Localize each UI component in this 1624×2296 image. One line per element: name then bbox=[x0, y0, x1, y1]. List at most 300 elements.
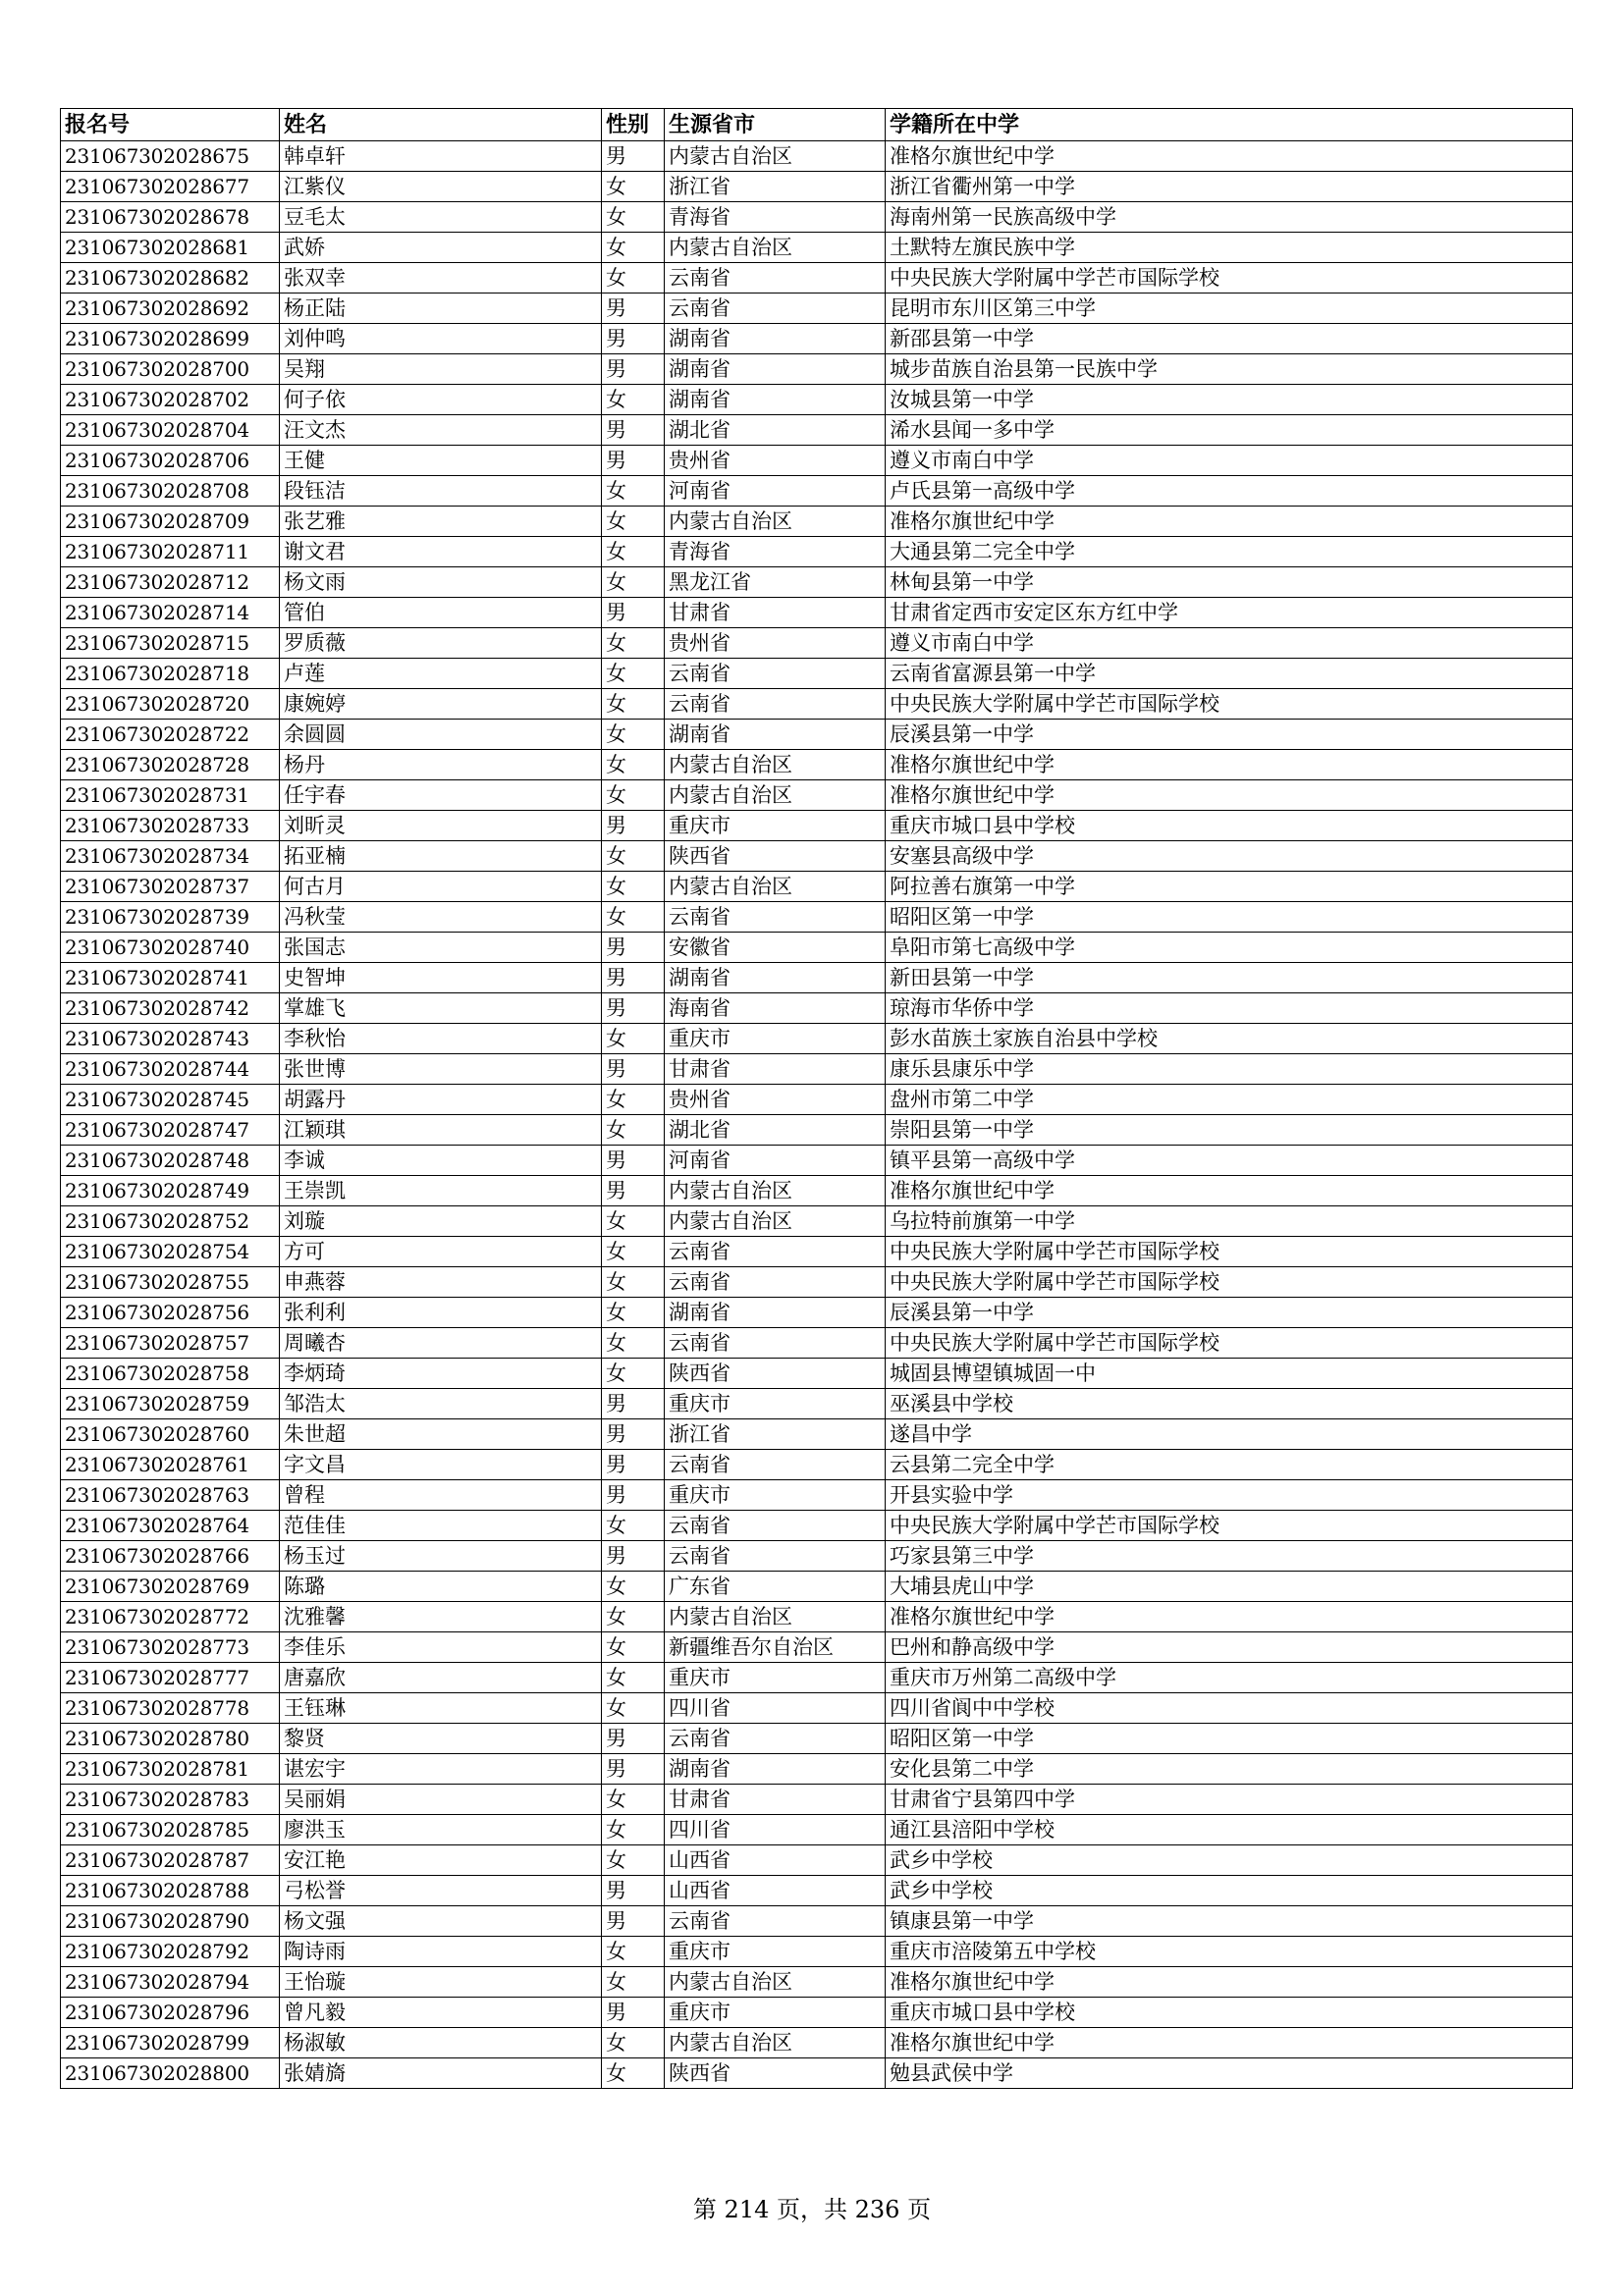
origin-province-cell: 湖北省 bbox=[665, 1115, 886, 1146]
origin-province-cell: 陕西省 bbox=[665, 841, 886, 872]
name-cell: 王健 bbox=[280, 446, 602, 476]
name-cell: 张世博 bbox=[280, 1054, 602, 1085]
gender-cell: 女 bbox=[602, 507, 665, 537]
origin-province-cell: 湖南省 bbox=[665, 1754, 886, 1785]
table-header bbox=[61, 109, 1573, 141]
header-origin-province: 生源省市 bbox=[665, 109, 886, 141]
high-school-cell: 甘肃省宁县第四中学 bbox=[886, 1785, 1573, 1815]
table-row bbox=[61, 750, 1573, 780]
origin-province-cell: 安徽省 bbox=[665, 933, 886, 963]
gender-cell: 女 bbox=[602, 2028, 665, 2058]
name-cell: 刘昕灵 bbox=[280, 811, 602, 841]
table-row bbox=[61, 598, 1573, 628]
high-school-cell: 准格尔旗世纪中学 bbox=[886, 2028, 1573, 2058]
gender-cell: 男 bbox=[602, 1724, 665, 1754]
name-cell: 沈雅馨 bbox=[280, 1602, 602, 1632]
registration-number-cell: 231067302028740 bbox=[61, 933, 280, 963]
registration-number-cell: 231067302028708 bbox=[61, 476, 280, 507]
name-cell: 吴翔 bbox=[280, 354, 602, 385]
gender-cell: 女 bbox=[602, 1328, 665, 1359]
high-school-cell: 云南省富源县第一中学 bbox=[886, 659, 1573, 689]
name-cell: 韩卓轩 bbox=[280, 141, 602, 172]
name-cell: 豆毛太 bbox=[280, 202, 602, 233]
high-school-cell: 浙江省衢州第一中学 bbox=[886, 172, 1573, 202]
registration-number-cell: 231067302028763 bbox=[61, 1480, 280, 1511]
origin-province-cell: 云南省 bbox=[665, 263, 886, 294]
registration-number-cell: 231067302028785 bbox=[61, 1815, 280, 1845]
registration-number-cell: 231067302028758 bbox=[61, 1359, 280, 1389]
registration-number-cell: 231067302028761 bbox=[61, 1450, 280, 1480]
registration-number-cell: 231067302028739 bbox=[61, 902, 280, 933]
name-cell: 黎贤 bbox=[280, 1724, 602, 1754]
name-cell: 江紫仪 bbox=[280, 172, 602, 202]
origin-province-cell: 内蒙古自治区 bbox=[665, 507, 886, 537]
name-cell: 申燕蓉 bbox=[280, 1267, 602, 1298]
table-row bbox=[61, 841, 1573, 872]
name-cell: 李炳琦 bbox=[280, 1359, 602, 1389]
origin-province-cell: 云南省 bbox=[665, 1724, 886, 1754]
name-cell: 廖洪玉 bbox=[280, 1815, 602, 1845]
table-row bbox=[61, 354, 1573, 385]
table-row bbox=[61, 811, 1573, 841]
name-cell: 周曦杏 bbox=[280, 1328, 602, 1359]
registration-number-cell: 231067302028759 bbox=[61, 1389, 280, 1419]
total-page-count: 236 bbox=[854, 2196, 900, 2223]
gender-cell: 女 bbox=[602, 872, 665, 902]
origin-province-cell: 内蒙古自治区 bbox=[665, 780, 886, 811]
registration-number-cell: 231067302028704 bbox=[61, 415, 280, 446]
high-school-cell: 城固县博望镇城固一中 bbox=[886, 1359, 1573, 1389]
table-row bbox=[61, 1663, 1573, 1693]
high-school-cell: 康乐县康乐中学 bbox=[886, 1054, 1573, 1085]
high-school-cell: 卢氏县第一高级中学 bbox=[886, 476, 1573, 507]
table-row bbox=[61, 202, 1573, 233]
gender-cell: 女 bbox=[602, 1967, 665, 1998]
gender-cell: 男 bbox=[602, 963, 665, 993]
origin-province-cell: 陕西省 bbox=[665, 2058, 886, 2089]
high-school-cell: 中央民族大学附属中学芒市国际学校 bbox=[886, 1328, 1573, 1359]
registration-number-cell: 231067302028681 bbox=[61, 233, 280, 263]
high-school-cell: 辰溪县第一中学 bbox=[886, 1298, 1573, 1328]
origin-province-cell: 重庆市 bbox=[665, 1024, 886, 1054]
high-school-cell: 海南州第一民族高级中学 bbox=[886, 202, 1573, 233]
high-school-cell: 通江县涪阳中学校 bbox=[886, 1815, 1573, 1845]
gender-cell: 女 bbox=[602, 172, 665, 202]
table-row bbox=[61, 720, 1573, 750]
origin-province-cell: 云南省 bbox=[665, 1541, 886, 1572]
registration-number-cell: 231067302028748 bbox=[61, 1146, 280, 1176]
high-school-cell: 城步苗族自治县第一民族中学 bbox=[886, 354, 1573, 385]
origin-province-cell: 山西省 bbox=[665, 1845, 886, 1876]
table-row bbox=[61, 172, 1573, 202]
origin-province-cell: 青海省 bbox=[665, 202, 886, 233]
high-school-cell: 重庆市万州第二高级中学 bbox=[886, 1663, 1573, 1693]
table-row bbox=[61, 385, 1573, 415]
high-school-cell: 昭阳区第一中学 bbox=[886, 902, 1573, 933]
origin-province-cell: 内蒙古自治区 bbox=[665, 233, 886, 263]
registration-number-cell: 231067302028760 bbox=[61, 1419, 280, 1450]
origin-province-cell: 湖南省 bbox=[665, 1298, 886, 1328]
registration-number-cell: 231067302028702 bbox=[61, 385, 280, 415]
name-cell: 刘璇 bbox=[280, 1206, 602, 1237]
registration-number-cell: 231067302028675 bbox=[61, 141, 280, 172]
table-row bbox=[61, 1602, 1573, 1632]
registration-number-cell: 231067302028790 bbox=[61, 1906, 280, 1937]
registration-number-cell: 231067302028792 bbox=[61, 1937, 280, 1967]
origin-province-cell: 重庆市 bbox=[665, 1937, 886, 1967]
gender-cell: 男 bbox=[602, 354, 665, 385]
table-row bbox=[61, 963, 1573, 993]
high-school-cell: 辰溪县第一中学 bbox=[886, 720, 1573, 750]
high-school-cell: 琼海市华侨中学 bbox=[886, 993, 1573, 1024]
table-row bbox=[61, 263, 1573, 294]
name-cell: 管伯 bbox=[280, 598, 602, 628]
origin-province-cell: 湖北省 bbox=[665, 415, 886, 446]
gender-cell: 男 bbox=[602, 1541, 665, 1572]
name-cell: 王钰琳 bbox=[280, 1693, 602, 1724]
registration-number-cell: 231067302028752 bbox=[61, 1206, 280, 1237]
name-cell: 张国志 bbox=[280, 933, 602, 963]
name-cell: 邹浩太 bbox=[280, 1389, 602, 1419]
origin-province-cell: 青海省 bbox=[665, 537, 886, 567]
table-row bbox=[61, 233, 1573, 263]
registration-number-cell: 231067302028712 bbox=[61, 567, 280, 598]
gender-cell: 女 bbox=[602, 750, 665, 780]
name-cell: 唐嘉欣 bbox=[280, 1663, 602, 1693]
gender-cell: 女 bbox=[602, 1237, 665, 1267]
origin-province-cell: 贵州省 bbox=[665, 628, 886, 659]
gender-cell: 男 bbox=[602, 1054, 665, 1085]
table-row bbox=[61, 1572, 1573, 1602]
name-cell: 杨文雨 bbox=[280, 567, 602, 598]
gender-cell: 女 bbox=[602, 1267, 665, 1298]
name-cell: 王怡璇 bbox=[280, 1967, 602, 1998]
high-school-cell: 准格尔旗世纪中学 bbox=[886, 1602, 1573, 1632]
high-school-cell: 阿拉善右旗第一中学 bbox=[886, 872, 1573, 902]
name-cell: 任宇春 bbox=[280, 780, 602, 811]
name-cell: 安江艳 bbox=[280, 1845, 602, 1876]
name-cell: 杨玉过 bbox=[280, 1541, 602, 1572]
registration-number-cell: 231067302028747 bbox=[61, 1115, 280, 1146]
table-row bbox=[61, 1845, 1573, 1876]
origin-province-cell: 黑龙江省 bbox=[665, 567, 886, 598]
name-cell: 李诚 bbox=[280, 1146, 602, 1176]
table-row bbox=[61, 1876, 1573, 1906]
high-school-cell: 准格尔旗世纪中学 bbox=[886, 1176, 1573, 1206]
gender-cell: 女 bbox=[602, 1937, 665, 1967]
high-school-cell: 准格尔旗世纪中学 bbox=[886, 750, 1573, 780]
registration-number-cell: 231067302028692 bbox=[61, 294, 280, 324]
registration-number-cell: 231067302028718 bbox=[61, 659, 280, 689]
high-school-cell: 准格尔旗世纪中学 bbox=[886, 780, 1573, 811]
table-row bbox=[61, 659, 1573, 689]
registration-number-cell: 231067302028764 bbox=[61, 1511, 280, 1541]
registration-number-cell: 231067302028734 bbox=[61, 841, 280, 872]
name-cell: 杨丹 bbox=[280, 750, 602, 780]
registration-number-cell: 231067302028783 bbox=[61, 1785, 280, 1815]
origin-province-cell: 湖南省 bbox=[665, 324, 886, 354]
name-cell: 汪文杰 bbox=[280, 415, 602, 446]
page-footer bbox=[0, 2195, 1624, 2224]
registration-number-cell: 231067302028699 bbox=[61, 324, 280, 354]
high-school-cell: 重庆市城口县中学校 bbox=[886, 1998, 1573, 2028]
registration-number-cell: 231067302028794 bbox=[61, 1967, 280, 1998]
high-school-cell: 大埔县虎山中学 bbox=[886, 1572, 1573, 1602]
current-page-number: 214 bbox=[724, 2196, 770, 2223]
table-row bbox=[61, 294, 1573, 324]
gender-cell: 女 bbox=[602, 1845, 665, 1876]
gender-cell: 女 bbox=[602, 263, 665, 294]
origin-province-cell: 海南省 bbox=[665, 993, 886, 1024]
table-row bbox=[61, 476, 1573, 507]
table-row bbox=[61, 1328, 1573, 1359]
table-row bbox=[61, 1632, 1573, 1663]
table-row bbox=[61, 1024, 1573, 1054]
origin-province-cell: 云南省 bbox=[665, 1906, 886, 1937]
gender-cell: 男 bbox=[602, 446, 665, 476]
table-row bbox=[61, 1389, 1573, 1419]
table-row bbox=[61, 689, 1573, 720]
gender-cell: 女 bbox=[602, 1815, 665, 1845]
table-row bbox=[61, 1146, 1573, 1176]
name-cell: 拓亚楠 bbox=[280, 841, 602, 872]
gender-cell: 女 bbox=[602, 1572, 665, 1602]
origin-province-cell: 甘肃省 bbox=[665, 1054, 886, 1085]
gender-cell: 女 bbox=[602, 780, 665, 811]
name-cell: 李佳乐 bbox=[280, 1632, 602, 1663]
registration-number-cell: 231067302028733 bbox=[61, 811, 280, 841]
origin-province-cell: 云南省 bbox=[665, 1267, 886, 1298]
origin-province-cell: 湖南省 bbox=[665, 720, 886, 750]
table-row bbox=[61, 1359, 1573, 1389]
name-cell: 朱世超 bbox=[280, 1419, 602, 1450]
high-school-cell: 巴州和静高级中学 bbox=[886, 1632, 1573, 1663]
high-school-cell: 遂昌中学 bbox=[886, 1419, 1573, 1450]
registration-number-cell: 231067302028799 bbox=[61, 2028, 280, 2058]
registration-number-cell: 231067302028769 bbox=[61, 1572, 280, 1602]
gender-cell: 女 bbox=[602, 628, 665, 659]
high-school-cell: 镇康县第一中学 bbox=[886, 1906, 1573, 1937]
name-cell: 刘仲鸣 bbox=[280, 324, 602, 354]
high-school-cell: 林甸县第一中学 bbox=[886, 567, 1573, 598]
name-cell: 掌雄飞 bbox=[280, 993, 602, 1024]
origin-province-cell: 内蒙古自治区 bbox=[665, 1602, 886, 1632]
registration-number-cell: 231067302028678 bbox=[61, 202, 280, 233]
origin-province-cell: 河南省 bbox=[665, 1146, 886, 1176]
gender-cell: 男 bbox=[602, 993, 665, 1024]
header-gender: 性别 bbox=[602, 109, 665, 141]
gender-cell: 男 bbox=[602, 1876, 665, 1906]
origin-province-cell: 贵州省 bbox=[665, 1085, 886, 1115]
name-cell: 余圆圆 bbox=[280, 720, 602, 750]
name-cell: 陶诗雨 bbox=[280, 1937, 602, 1967]
gender-cell: 男 bbox=[602, 324, 665, 354]
high-school-cell: 土默特左旗民族中学 bbox=[886, 233, 1573, 263]
table-row bbox=[61, 1176, 1573, 1206]
gender-cell: 女 bbox=[602, 841, 665, 872]
registration-number-cell: 231067302028741 bbox=[61, 963, 280, 993]
high-school-cell: 中央民族大学附属中学芒市国际学校 bbox=[886, 689, 1573, 720]
origin-province-cell: 重庆市 bbox=[665, 1998, 886, 2028]
high-school-cell: 大通县第二完全中学 bbox=[886, 537, 1573, 567]
high-school-cell: 巧家县第三中学 bbox=[886, 1541, 1573, 1572]
registration-number-cell: 231067302028728 bbox=[61, 750, 280, 780]
origin-province-cell: 重庆市 bbox=[665, 1663, 886, 1693]
registration-number-cell: 231067302028714 bbox=[61, 598, 280, 628]
registration-number-cell: 231067302028711 bbox=[61, 537, 280, 567]
registration-number-cell: 231067302028766 bbox=[61, 1541, 280, 1572]
registration-number-cell: 231067302028756 bbox=[61, 1298, 280, 1328]
name-cell: 何古月 bbox=[280, 872, 602, 902]
gender-cell: 男 bbox=[602, 415, 665, 446]
high-school-cell: 彭水苗族土家族自治县中学校 bbox=[886, 1024, 1573, 1054]
origin-province-cell: 云南省 bbox=[665, 659, 886, 689]
table-row bbox=[61, 872, 1573, 902]
origin-province-cell: 陕西省 bbox=[665, 1359, 886, 1389]
origin-province-cell: 云南省 bbox=[665, 689, 886, 720]
registration-number-cell: 231067302028754 bbox=[61, 1237, 280, 1267]
table-row bbox=[61, 415, 1573, 446]
name-cell: 曾程 bbox=[280, 1480, 602, 1511]
table-row bbox=[61, 1085, 1573, 1115]
registration-number-cell: 231067302028781 bbox=[61, 1754, 280, 1785]
origin-province-cell: 广东省 bbox=[665, 1572, 886, 1602]
origin-province-cell: 云南省 bbox=[665, 1237, 886, 1267]
origin-province-cell: 云南省 bbox=[665, 294, 886, 324]
gender-cell: 女 bbox=[602, 567, 665, 598]
table-row bbox=[61, 446, 1573, 476]
origin-province-cell: 浙江省 bbox=[665, 172, 886, 202]
origin-province-cell: 甘肃省 bbox=[665, 1785, 886, 1815]
name-cell: 李秋怡 bbox=[280, 1024, 602, 1054]
gender-cell: 女 bbox=[602, 1602, 665, 1632]
gender-cell: 女 bbox=[602, 1206, 665, 1237]
registration-number-cell: 231067302028700 bbox=[61, 354, 280, 385]
name-cell: 张利利 bbox=[280, 1298, 602, 1328]
table-row bbox=[61, 1480, 1573, 1511]
registration-number-cell: 231067302028745 bbox=[61, 1085, 280, 1115]
high-school-cell: 重庆市城口县中学校 bbox=[886, 811, 1573, 841]
high-school-cell: 昆明市东川区第三中学 bbox=[886, 294, 1573, 324]
table-row bbox=[61, 628, 1573, 659]
name-cell: 武娇 bbox=[280, 233, 602, 263]
name-cell: 王崇凯 bbox=[280, 1176, 602, 1206]
name-cell: 何子依 bbox=[280, 385, 602, 415]
name-cell: 范佳佳 bbox=[280, 1511, 602, 1541]
table-row bbox=[61, 1054, 1573, 1085]
name-cell: 弓松誉 bbox=[280, 1876, 602, 1906]
gender-cell: 女 bbox=[602, 537, 665, 567]
name-cell: 杨淑敏 bbox=[280, 2028, 602, 2058]
origin-province-cell: 重庆市 bbox=[665, 1480, 886, 1511]
table-row bbox=[61, 1541, 1573, 1572]
origin-province-cell: 甘肃省 bbox=[665, 598, 886, 628]
registration-number-cell: 231067302028787 bbox=[61, 1845, 280, 1876]
registration-number-cell: 231067302028677 bbox=[61, 172, 280, 202]
registration-number-cell: 231067302028800 bbox=[61, 2058, 280, 2089]
origin-province-cell: 河南省 bbox=[665, 476, 886, 507]
registration-number-cell: 231067302028772 bbox=[61, 1602, 280, 1632]
origin-province-cell: 四川省 bbox=[665, 1815, 886, 1845]
origin-province-cell: 云南省 bbox=[665, 1511, 886, 1541]
table-row bbox=[61, 1693, 1573, 1724]
table-row bbox=[61, 1419, 1573, 1450]
origin-province-cell: 重庆市 bbox=[665, 1389, 886, 1419]
table-row bbox=[61, 537, 1573, 567]
gender-cell: 女 bbox=[602, 1511, 665, 1541]
high-school-cell: 武乡中学校 bbox=[886, 1845, 1573, 1876]
high-school-cell: 巫溪县中学校 bbox=[886, 1389, 1573, 1419]
table-row bbox=[61, 1785, 1573, 1815]
name-cell: 杨文强 bbox=[280, 1906, 602, 1937]
high-school-cell: 镇平县第一高级中学 bbox=[886, 1146, 1573, 1176]
origin-province-cell: 重庆市 bbox=[665, 811, 886, 841]
registration-number-cell: 231067302028737 bbox=[61, 872, 280, 902]
gender-cell: 女 bbox=[602, 1359, 665, 1389]
gender-cell: 男 bbox=[602, 1419, 665, 1450]
high-school-cell: 安化县第二中学 bbox=[886, 1754, 1573, 1785]
high-school-cell: 开县实验中学 bbox=[886, 1480, 1573, 1511]
table-row bbox=[61, 1967, 1573, 1998]
high-school-cell: 浠水县闻一多中学 bbox=[886, 415, 1573, 446]
high-school-cell: 甘肃省定西市安定区东方红中学 bbox=[886, 598, 1573, 628]
registration-number-cell: 231067302028780 bbox=[61, 1724, 280, 1754]
high-school-cell: 重庆市涪陵第五中学校 bbox=[886, 1937, 1573, 1967]
table-row bbox=[61, 1115, 1573, 1146]
registration-number-cell: 231067302028709 bbox=[61, 507, 280, 537]
origin-province-cell: 贵州省 bbox=[665, 446, 886, 476]
footer-prefix: 第 bbox=[692, 2196, 717, 2223]
gender-cell: 女 bbox=[602, 689, 665, 720]
high-school-cell: 遵义市南白中学 bbox=[886, 446, 1573, 476]
origin-province-cell: 湖南省 bbox=[665, 385, 886, 415]
registration-number-cell: 231067302028757 bbox=[61, 1328, 280, 1359]
high-school-cell: 安塞县高级中学 bbox=[886, 841, 1573, 872]
registration-number-cell: 231067302028722 bbox=[61, 720, 280, 750]
registration-number-cell: 231067302028778 bbox=[61, 1693, 280, 1724]
table-row bbox=[61, 1450, 1573, 1480]
high-school-cell: 新田县第一中学 bbox=[886, 963, 1573, 993]
name-cell: 康婉婷 bbox=[280, 689, 602, 720]
high-school-cell: 中央民族大学附属中学芒市国际学校 bbox=[886, 1267, 1573, 1298]
high-school-cell: 盘州市第二中学 bbox=[886, 1085, 1573, 1115]
header-registration-number: 报名号 bbox=[61, 109, 280, 141]
gender-cell: 男 bbox=[602, 1906, 665, 1937]
high-school-cell: 崇阳县第一中学 bbox=[886, 1115, 1573, 1146]
name-cell: 张婧旖 bbox=[280, 2058, 602, 2089]
registration-number-cell: 231067302028715 bbox=[61, 628, 280, 659]
high-school-cell: 准格尔旗世纪中学 bbox=[886, 507, 1573, 537]
high-school-cell: 遵义市南白中学 bbox=[886, 628, 1573, 659]
gender-cell: 男 bbox=[602, 933, 665, 963]
origin-province-cell: 云南省 bbox=[665, 902, 886, 933]
high-school-cell: 中央民族大学附属中学芒市国际学校 bbox=[886, 1511, 1573, 1541]
name-cell: 字文昌 bbox=[280, 1450, 602, 1480]
table-row bbox=[61, 141, 1573, 172]
name-cell: 胡露丹 bbox=[280, 1085, 602, 1115]
table-row bbox=[61, 507, 1573, 537]
registration-number-cell: 231067302028777 bbox=[61, 1663, 280, 1693]
origin-province-cell: 内蒙古自治区 bbox=[665, 1967, 886, 1998]
high-school-cell: 新邵县第一中学 bbox=[886, 324, 1573, 354]
gender-cell: 男 bbox=[602, 1754, 665, 1785]
gender-cell: 女 bbox=[602, 202, 665, 233]
gender-cell: 男 bbox=[602, 1146, 665, 1176]
gender-cell: 男 bbox=[602, 141, 665, 172]
table-row bbox=[61, 1906, 1573, 1937]
registration-number-cell: 231067302028755 bbox=[61, 1267, 280, 1298]
table-row bbox=[61, 324, 1573, 354]
